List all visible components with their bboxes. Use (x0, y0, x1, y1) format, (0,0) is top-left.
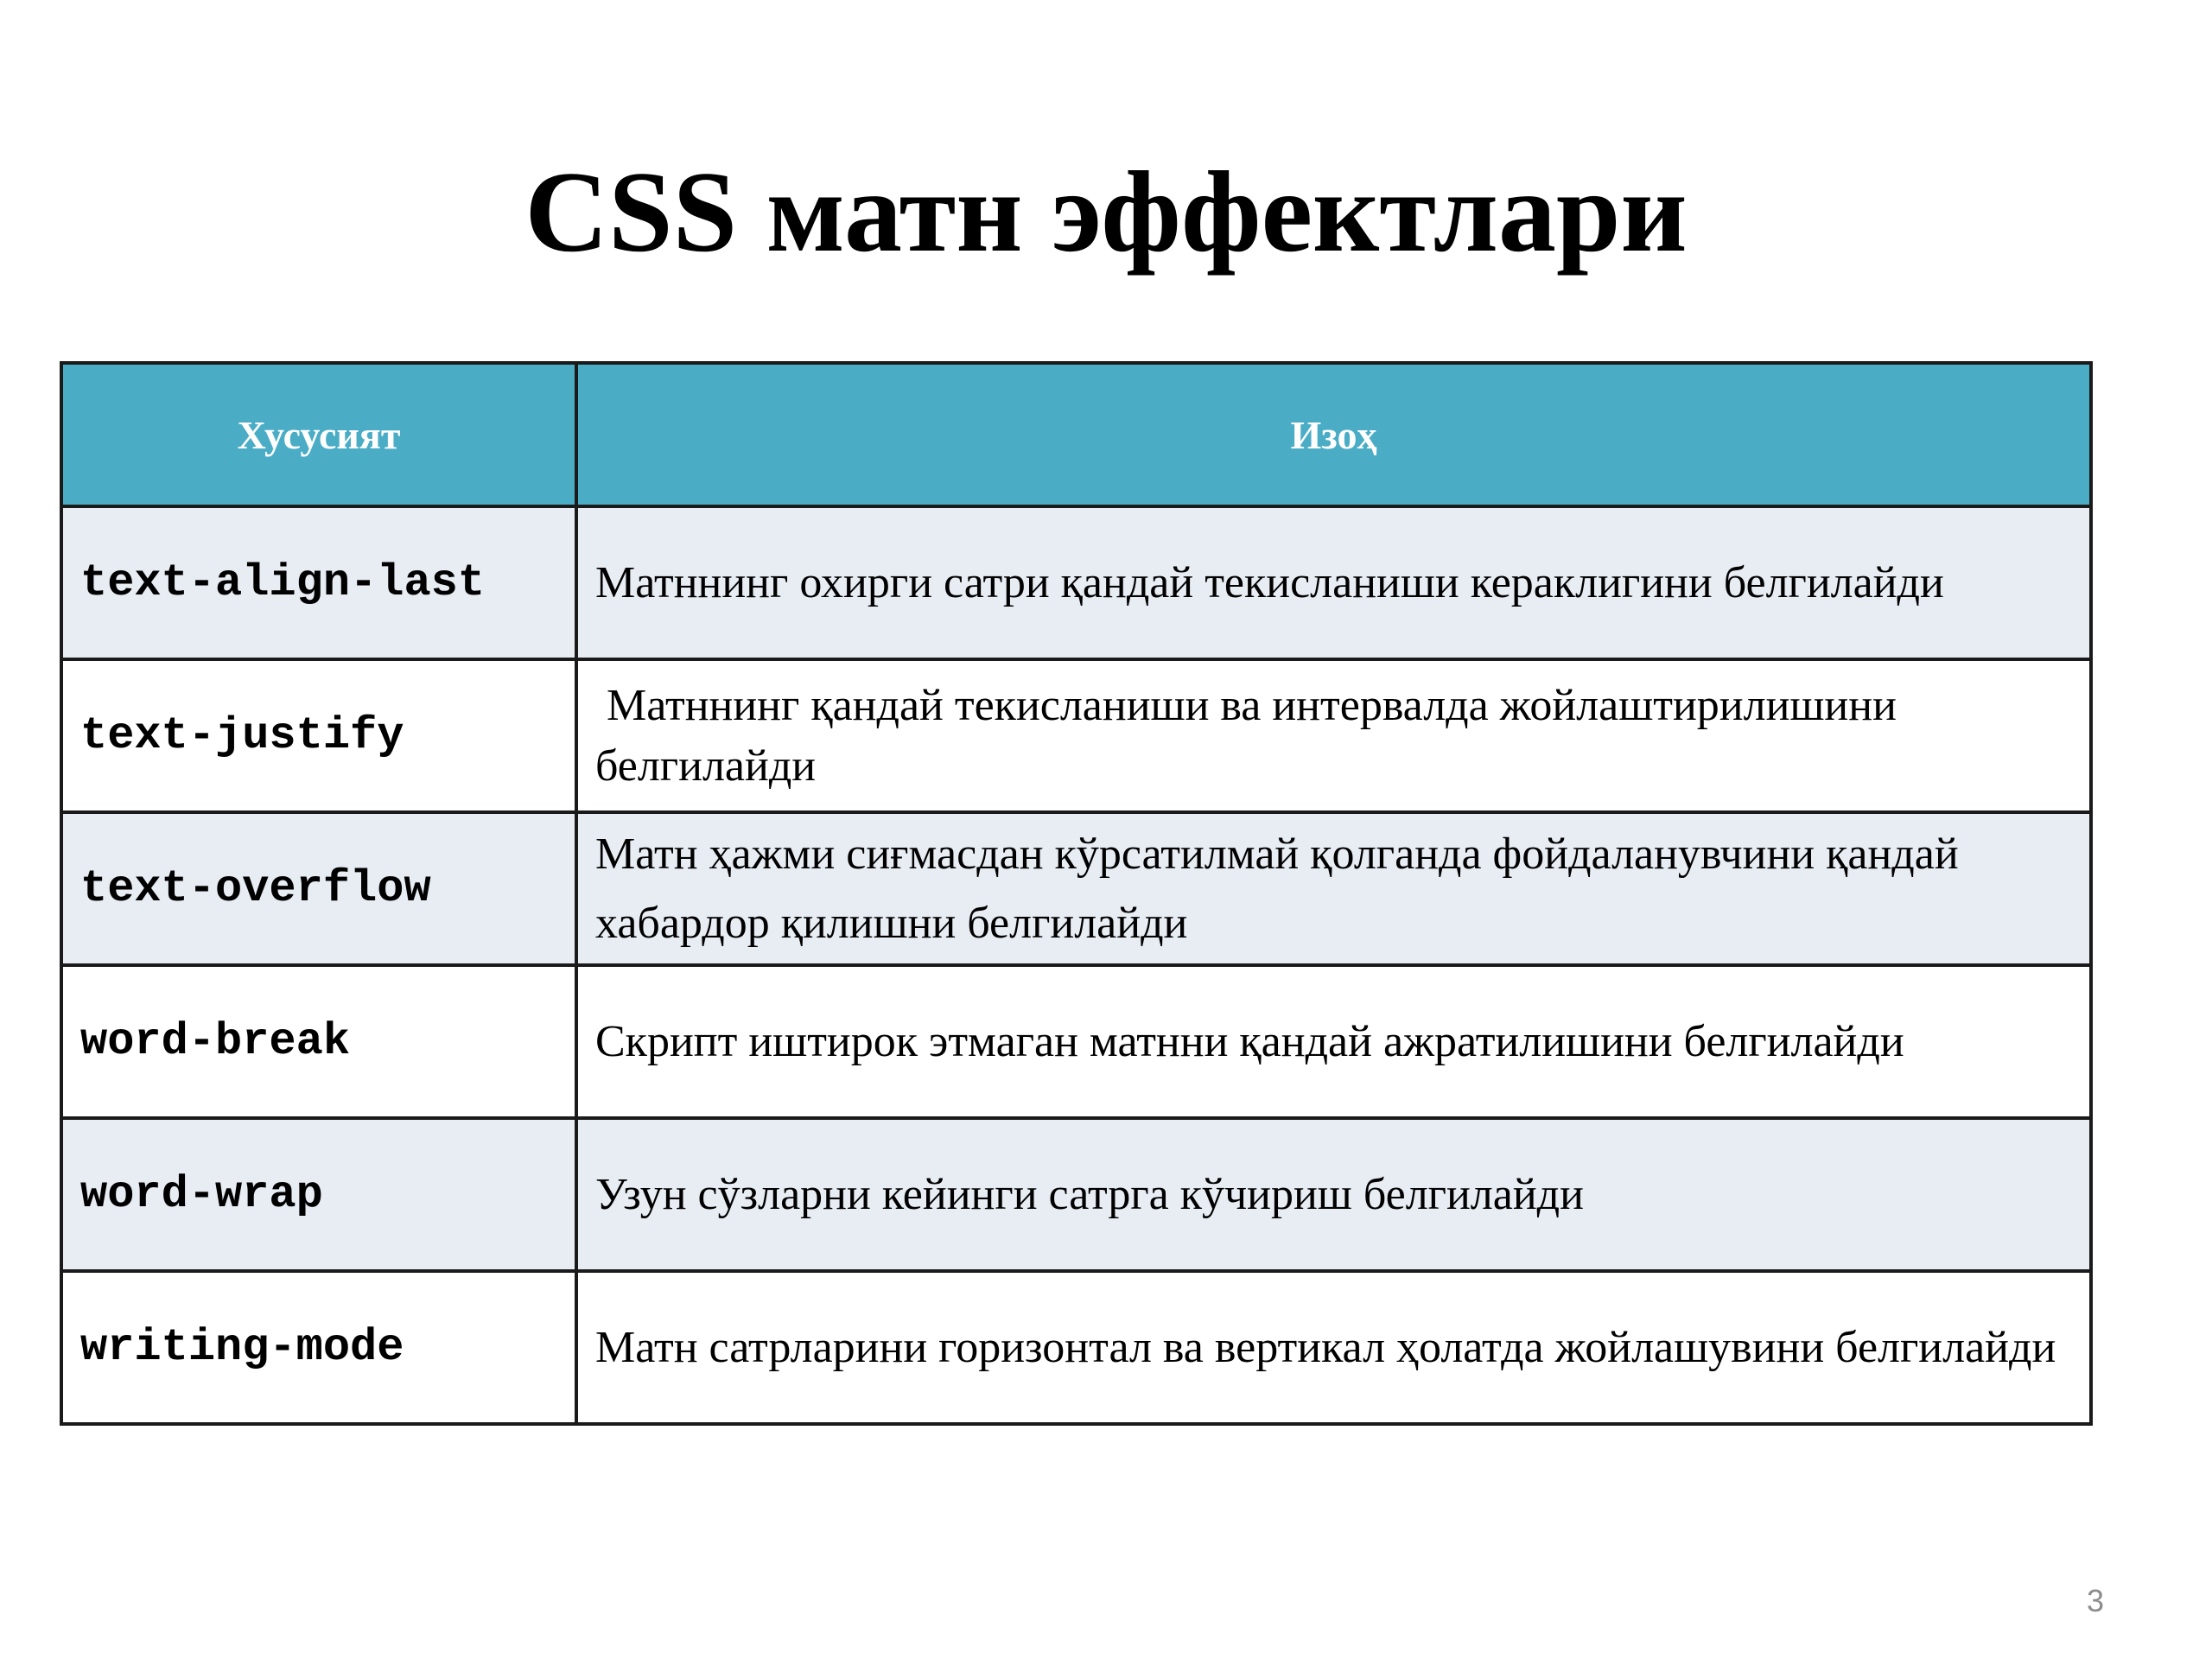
table-row (61, 506, 2091, 659)
description-cell: Узун сўзларни кейинги сатрга кўчириш белгилайди (576, 1118, 2091, 1271)
property-cell: word-break (61, 965, 576, 1118)
property-cell: text-align-last (61, 506, 576, 659)
description-cell: Матннинг охирги сатри қандай текисланиши кераклигини белгилайди (576, 506, 2091, 659)
table-row (61, 812, 2091, 965)
css-text-effects-table (60, 361, 2093, 1426)
property-cell: word-wrap (61, 1118, 576, 1271)
property-cell: writing-mode (61, 1271, 576, 1424)
description-cell: Матн сатрларини горизонтал ва вертикал ҳолатда жойлашувини белгилайди (576, 1271, 2091, 1424)
description-cell: Скрипт иштирок этмаган матнни қандай ажратилишини белгилайди (576, 965, 2091, 1118)
description-cell: Матн ҳажми сиғмасдан кўрсатилмай қолганда фойдаланувчини қандай хабардор қилишни белгилайди (576, 812, 2091, 965)
column-header-property: Хусусият (61, 363, 576, 506)
table-row (61, 1118, 2091, 1271)
column-header-description: Изоҳ (576, 363, 2091, 506)
table-row (61, 965, 2091, 1118)
table-header-row (61, 363, 2091, 506)
property-cell: text-overflow (61, 812, 576, 965)
table-row (61, 1271, 2091, 1424)
slide-title: CSS матн эффектлари (524, 148, 1688, 276)
page-number: 3 (2086, 1583, 2104, 1618)
property-cell: text-justify (61, 659, 576, 812)
table-row (61, 659, 2091, 812)
description-cell: Матннинг қандай текисланиши ва интервалда жойлаштирилишини белгилайди (576, 659, 2091, 812)
